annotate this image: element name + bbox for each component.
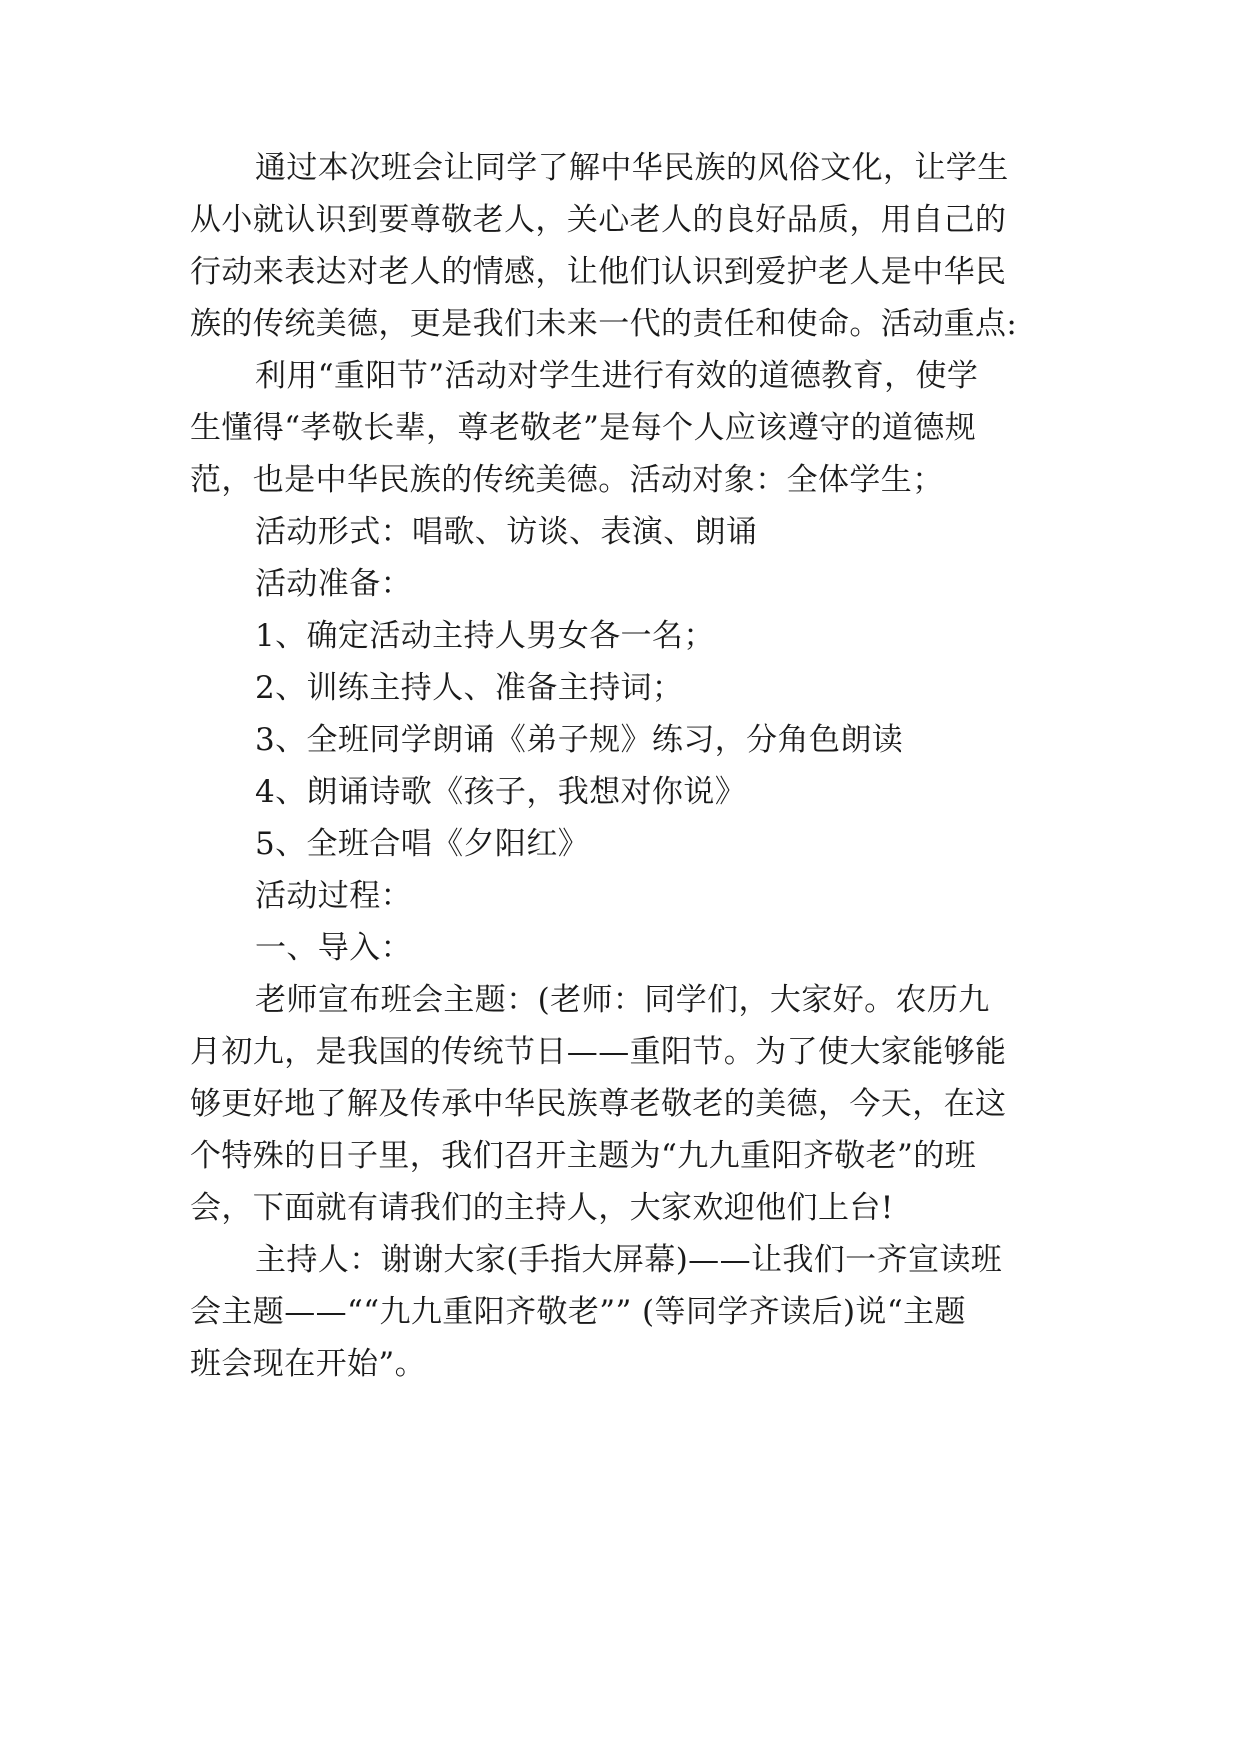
teacher-announcement-line-5: 会，下面就有请我们的主持人，大家欢迎他们上台! bbox=[190, 1190, 894, 1226]
paragraph-2-line-3: 范，也是中华民族的传统美德。活动对象：全体学生； bbox=[190, 462, 944, 498]
paragraph-1-line-4: 族的传统美德，更是我们未来一代的责任和使命。活动重点: bbox=[190, 306, 1018, 342]
preparation-item-5: 5、全班合唱《夕阳红》 bbox=[255, 826, 590, 862]
preparation-item-1: 1、确定活动主持人男女各一名； bbox=[255, 618, 715, 654]
paragraph-2-line-2: 生懂得“孝敬长辈，尊老敬老”是每个人应该遵守的道德规 bbox=[190, 410, 977, 446]
section-introduction-heading: 一、导入： bbox=[255, 930, 412, 966]
host-speech-line-3: 班会现在开始”。 bbox=[190, 1346, 427, 1382]
preparation-item-3: 3、全班同学朗诵《弟子规》练习，分角色朗读 bbox=[255, 722, 904, 758]
preparation-item-4: 4、朗诵诗歌《孩子，我想对你说》 bbox=[255, 774, 747, 810]
teacher-announcement-line-4: 个特殊的日子里，我们召开主题为“九九重阳齐敬老”的班 bbox=[190, 1138, 977, 1174]
paragraph-2-line-1: 利用“重阳节”活动对学生进行有效的道德教育，使学 bbox=[255, 358, 979, 394]
paragraph-1-line-3: 行动来表达对老人的情感，让他们认识到爱护老人是中华民 bbox=[190, 254, 1007, 290]
host-speech-line-1: 主持人：谢谢大家(手指大屏幕)——让我们一齐宣读班 bbox=[255, 1242, 1003, 1278]
activity-format-line: 活动形式：唱歌、访谈、表演、朗诵 bbox=[255, 514, 758, 550]
teacher-announcement-line-2: 月初九，是我国的传统节日——重阳节。为了使大家能够能 bbox=[190, 1034, 1007, 1070]
paragraph-1-line-1: 通过本次班会让同学了解中华民族的风俗文化，让学生 bbox=[255, 150, 1009, 186]
teacher-announcement-line-3: 够更好地了解及传承中华民族尊老敬老的美德，今天，在这 bbox=[190, 1086, 1007, 1122]
preparation-item-2: 2、训练主持人、准备主持词； bbox=[255, 670, 684, 706]
teacher-announcement-line-1: 老师宣布班会主题：(老师：同学们，大家好。农历九 bbox=[255, 982, 990, 1018]
host-speech-line-2: 会主题——““九九重阳齐敬老”” (等同学齐读后)说“主题 bbox=[190, 1294, 966, 1330]
activity-process-heading: 活动过程： bbox=[255, 878, 412, 914]
activity-preparation-heading: 活动准备： bbox=[255, 566, 412, 602]
paragraph-1-line-2: 从小就认识到要尊敬老人，关心老人的良好品质，用自己的 bbox=[190, 202, 1007, 238]
